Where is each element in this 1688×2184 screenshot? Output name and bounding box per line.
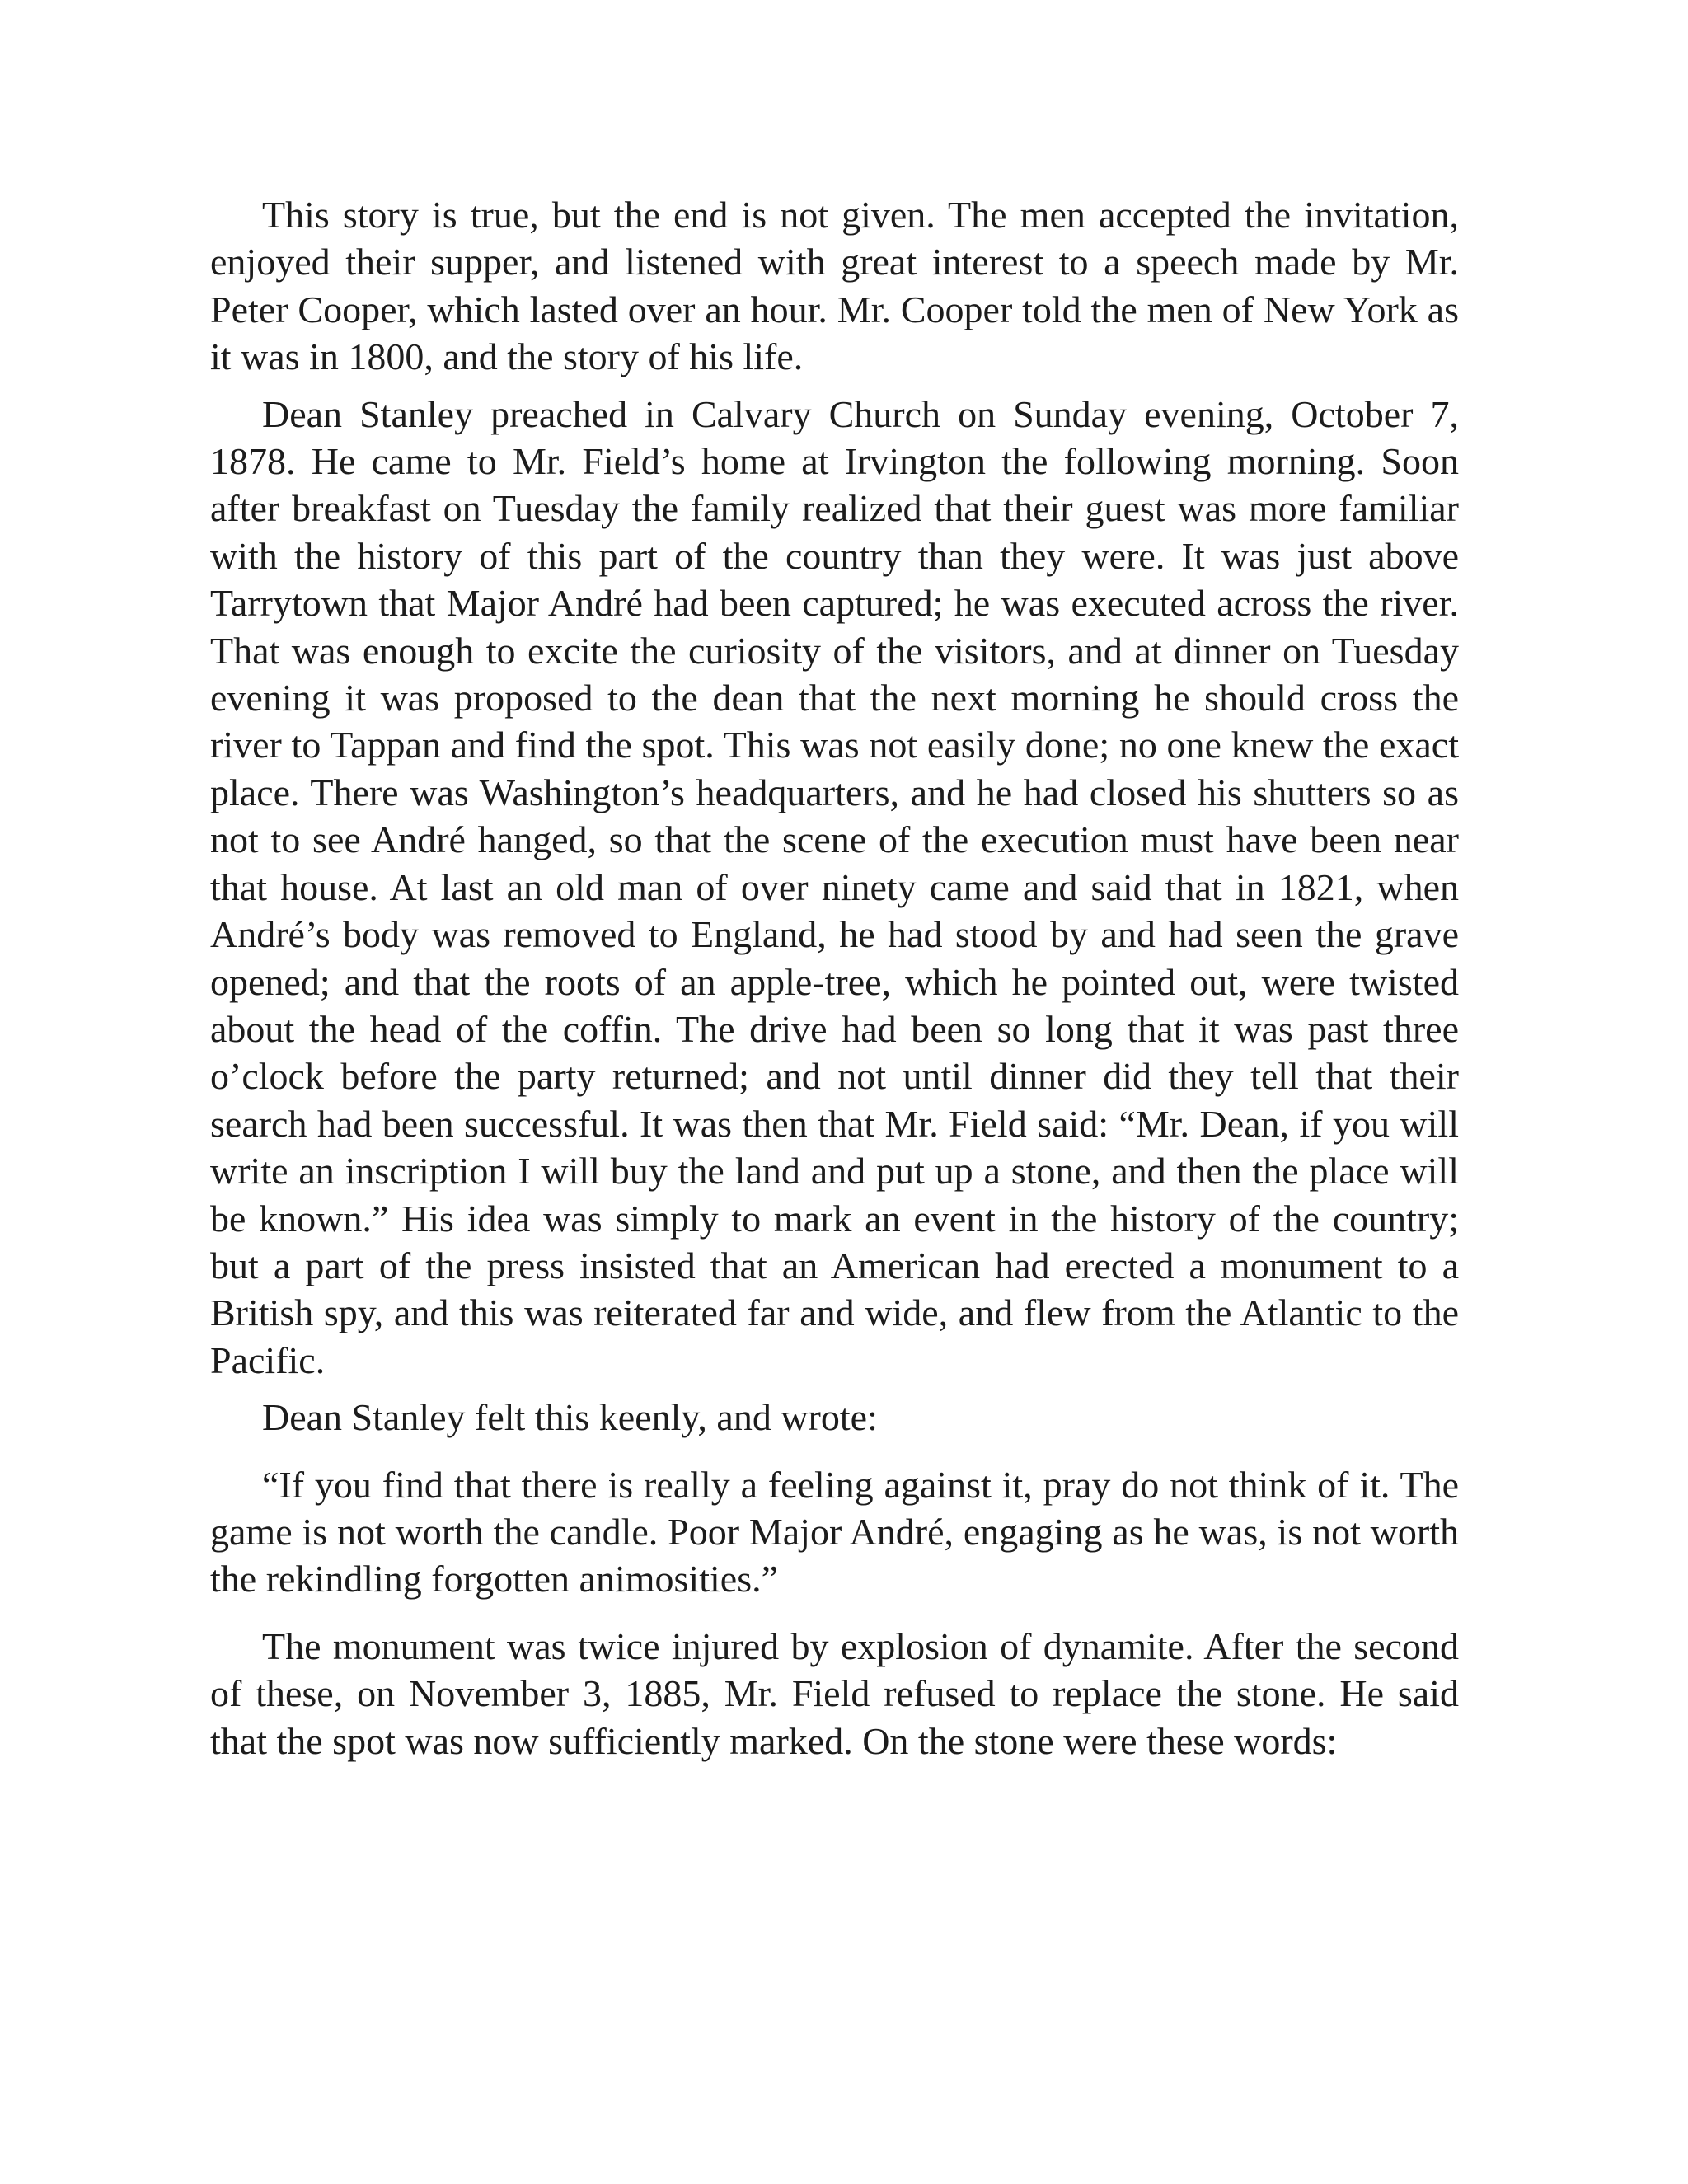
paragraph-peter-cooper-speech: This story is true, but the end is not given. The men accepted the invitation, enjoyed their supper, and listened with great interest to a speech made by Mr. Peter Cooper, which lasted over an hour. Mr. Cooper told the men of New York as it was in 1800, and the story of his life. (210, 194, 1459, 378)
paragraph-stanley-reaction: Dean Stanley felt this keenly, and wrote: (262, 1396, 878, 1439)
paragraph-monument-damage: The monument was twice injured by explosion of dynamite. After the second of these, on November 3, 1885, Mr. Field refused to replace the stone. He said that the spot was now sufficiently marked. On the stone were these words: (210, 1624, 1459, 1762)
block-quote-stanley-letter: “If you find that there is really a feeling against it, pray do not think of it. The game is not worth the candle. Poor Major André, engaging as he was, is not worth the rekindling forgotten animosities.” (210, 1463, 1459, 1601)
paragraph-dean-stanley-visit: Dean Stanley preached in Calvary Church on Sunday evening, October 7, 1878. He came to Mr. Field’s home at Irvington the following morning. Soon after breakfast on Tuesday the family realized that their guest was more familiar with the history of this part of the country than they were. It was just above Tarrytown that Major André had been captured; he was executed across the river. That was enough to excite the curiosity of the visitors, and at dinner on Tuesday evening it was proposed to the dean that the next morning he should cross the river to Tappan and find the spot. This was not easily done; no one knew the exact place. There was Washington’s headquarters, and he had closed his shutters so as not to see André hanged, so that the scene of the execution must have been near that house. At last an old man of over ninety came and said that in 1821, when André’s body was removed to England, he had stood by and had seen the grave opened; and that the roots of an apple-tree, which he pointed out, were twisted about the head of the coffin. The drive had been so long that it was past three o’clock before the party returned; and not until dinner did they tell that their search had been successful. It was then that Mr. Field said: “Mr. Dean, if you will write an inscription I will buy the land and put up a stone, and then the place will be known.” His idea was simply to mark an event in the history of the country; but a part of the press insisted that an American had erected a monument to a British spy, and this was reiterated far and wide, and flew from the Atlantic to the Pacific. (210, 392, 1459, 1381)
page-body (210, 191, 1459, 1765)
